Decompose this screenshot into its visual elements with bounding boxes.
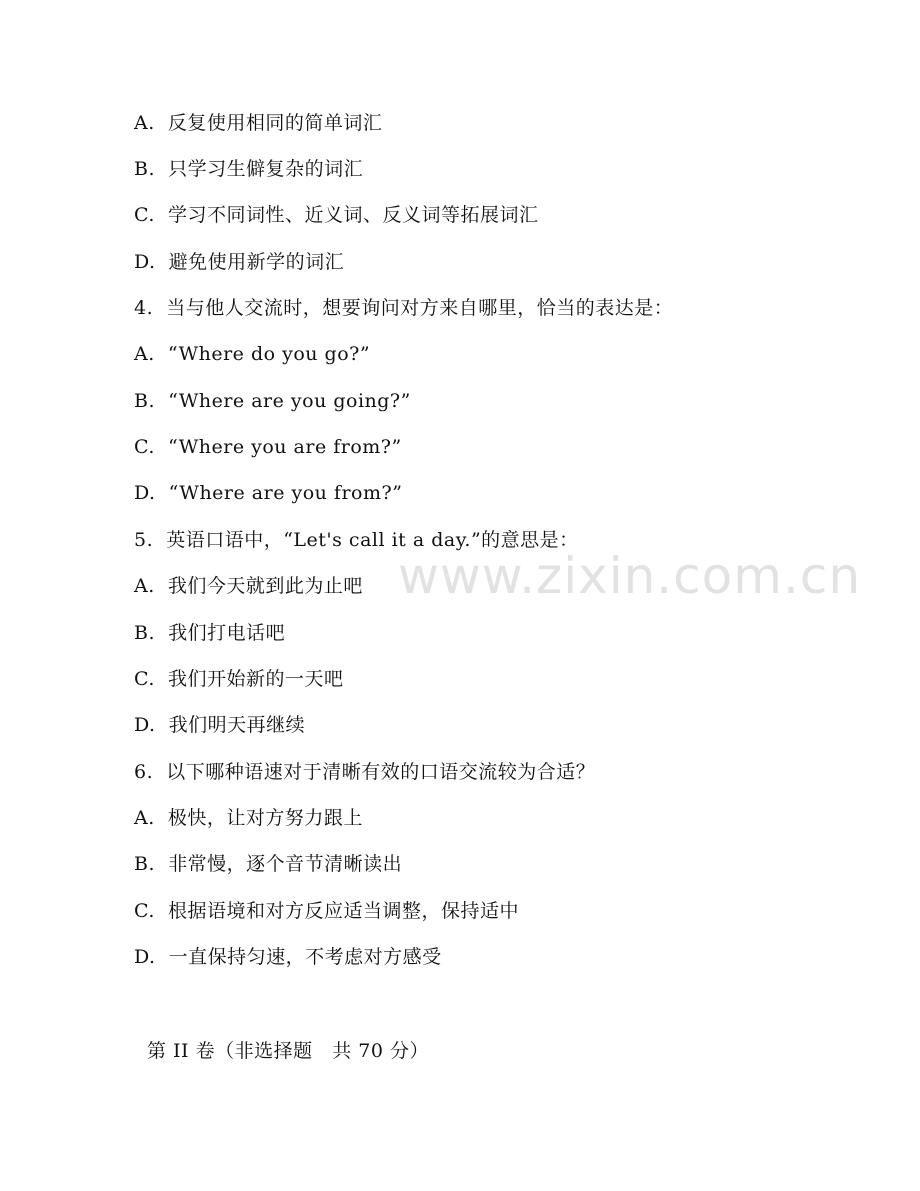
option-6c: C. 根据语境和对方反应适当调整，保持适中: [134, 900, 519, 922]
option-5c: C. 我们开始新的一天吧: [134, 668, 344, 690]
option-4c: C. “Where you are from?”: [134, 436, 402, 458]
option-3c: C. 学习不同词性、近义词、反义词等拓展词汇: [134, 204, 539, 226]
option-5d: D. 我们明天再继续: [134, 714, 306, 736]
option-5a: A. 我们今天就到此为止吧: [134, 575, 363, 597]
watermark: www.zixin.com.cn: [398, 547, 862, 605]
option-6a: A. 极快，让对方努力跟上: [134, 807, 363, 829]
option-6b: B. 非常慢，逐个音节清晰读出: [134, 853, 403, 875]
option-3d: D. 避免使用新学的词汇: [134, 251, 345, 273]
option-4d: D. “Where are you from?”: [134, 482, 403, 504]
option-6d: D. 一直保持匀速，不考虑对方感受: [134, 946, 442, 968]
section-title: 第 II 卷（非选择题 共 70 分）: [147, 1040, 429, 1062]
option-5b: B. 我们打电话吧: [134, 622, 286, 644]
option-3a: A. 反复使用相同的简单词汇: [134, 112, 383, 134]
question-4: 4. 当与他人交流时，想要询问对方来自哪里，恰当的表达是：: [134, 297, 674, 319]
option-3b: B. 只学习生僻复杂的词汇: [134, 158, 364, 180]
question-6: 6. 以下哪种语速对于清晰有效的口语交流较为合适？: [134, 761, 596, 783]
option-4a: A. “Where do you go?”: [134, 343, 371, 365]
option-4b: B. “Where are you going?”: [134, 390, 411, 412]
question-5: 5. 英语口语中，“Let's call it a day.”的意思是：: [134, 529, 579, 551]
